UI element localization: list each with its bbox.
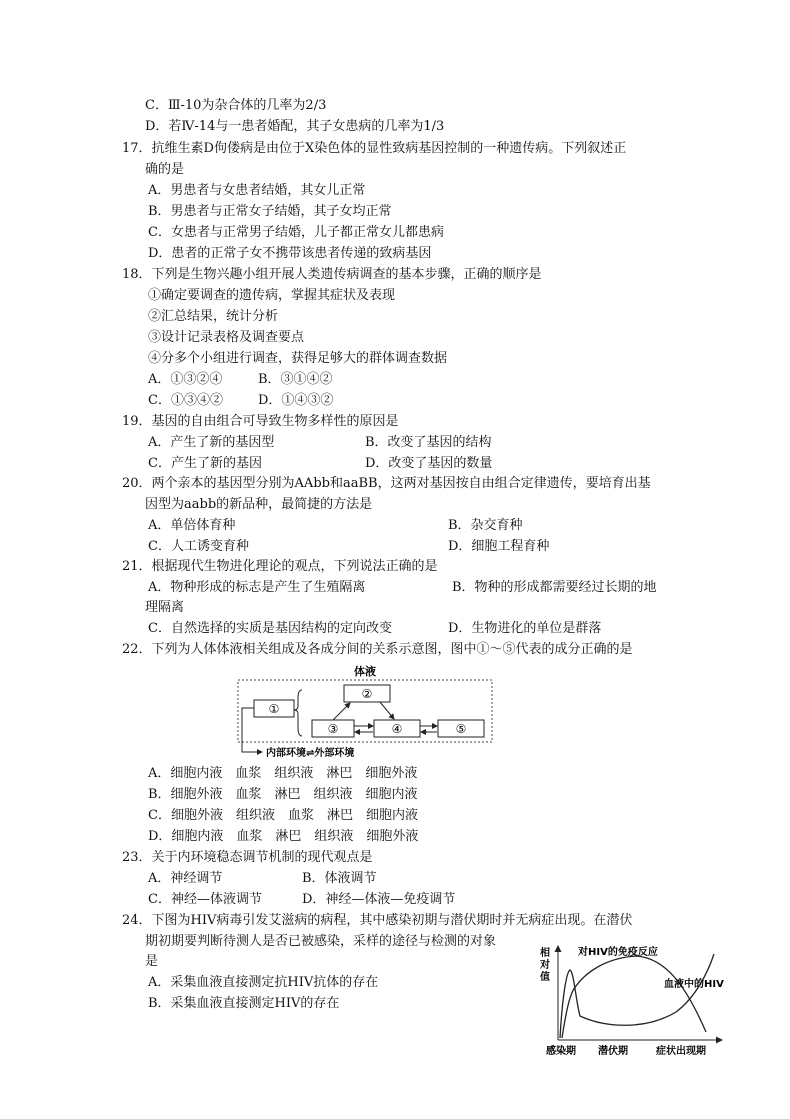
q23-option-b: B．体液调节 xyxy=(302,871,377,886)
q22-option-a: A．细胞内液 血浆 组织液 淋巴 细胞外液 xyxy=(148,766,418,781)
q18-stem: 18．下列是生物兴趣小组开展人类遗传病调查的基本步骤，正确的顺序是 xyxy=(122,267,542,282)
q18-option-b: B．③①④② xyxy=(258,372,333,387)
q20-option-c: C．人工诱变育种 xyxy=(148,539,249,554)
graph-x-label-3: 症状出现期 xyxy=(656,1046,706,1057)
arrow-3-to-2 xyxy=(333,703,350,720)
q19-option-b: B．改变了基因的结构 xyxy=(365,435,492,450)
q23-stem: 23．关于内环境稳态调节机制的现代观点是 xyxy=(122,850,373,865)
curve-immune-label: 对HIV的免疫反应 xyxy=(578,947,658,958)
q19-option-a: A．产生了新的基因型 xyxy=(148,435,275,450)
q20-option-a: A．单倍体育种 xyxy=(148,518,236,533)
q16-option-d: D．若Ⅳ-14与一患者婚配，其子女患病的几率为1/3 xyxy=(145,119,445,134)
graph-x-label-1: 感染期 xyxy=(546,1046,576,1057)
graph-ylabel-1: 相 xyxy=(540,948,550,959)
q20-option-b: B．杂交育种 xyxy=(448,518,523,533)
q21-option-c: C．自然选择的实质是基因结构的定向改变 xyxy=(148,621,392,636)
arrow-2-to-4 xyxy=(380,702,394,719)
q24-option-b: B．采集血液直接测定HIV的存在 xyxy=(148,996,340,1011)
q20-stem-cont: 因型为aabb的新品种，最简捷的方法是 xyxy=(145,497,373,512)
q24-stem: 24．下图为HIV病毒引发艾滋病的病程，其中感染初期与潜伏期时并无病症出现。在潜伏 xyxy=(122,913,633,928)
q17-option-d: D．患者的正常子女不携带该患者传递的致病基因 xyxy=(148,246,432,261)
q17-stem: 17．抗维生素D佝偻病是由位于X染色体的显性致病基因控制的一种遗传病。下列叙述正 xyxy=(122,141,627,156)
q18-option-d: D．①④③② xyxy=(258,393,334,408)
q18-step-4: ④分多个小组进行调查，获得足够大的群体调查数据 xyxy=(148,351,448,366)
q22-option-c: C．细胞外液 组织液 血浆 淋巴 细胞内液 xyxy=(148,808,418,823)
q19-stem: 19．基因的自由组合可导致生物多样性的原因是 xyxy=(122,414,399,429)
q19-option-c: C．产生了新的基因 xyxy=(148,456,262,471)
q20-option-d: D．细胞工程育种 xyxy=(448,539,550,554)
q21-option-b-cont: 理隔离 xyxy=(145,600,185,615)
hiv-course-graph xyxy=(536,942,736,1062)
q18-option-a: A．①③②④ xyxy=(148,372,223,387)
curve-immune-response xyxy=(562,956,706,1038)
q23-option-a: A．神经调节 xyxy=(148,871,223,886)
diagram-brace xyxy=(294,690,302,736)
q17-option-c: C．女患者与正常男子结婚，儿子都正常女儿都患病 xyxy=(148,225,444,240)
q24-option-a: A．采集血液直接测定抗HIV抗体的存在 xyxy=(148,975,379,990)
q21-option-b: B．物种的形成都需要经过长期的地 xyxy=(452,580,657,595)
q17-option-a: A．男患者与女患者结婚，其女儿正常 xyxy=(148,183,366,198)
diagram-node-5-label: ⑤ xyxy=(455,722,467,736)
graph-ylabel-2: 对 xyxy=(540,960,550,971)
q22-option-d: D．细胞内液 血浆 淋巴 组织液 细胞外液 xyxy=(148,829,419,844)
diagram-node-1-label: ① xyxy=(268,702,280,716)
q23-option-d: D．神经—体液—免疫调节 xyxy=(302,892,456,907)
curve-hiv-label: 血液中的HIV xyxy=(664,979,724,990)
diagram-title: 体液 xyxy=(354,665,376,678)
q17-option-b: B．男患者与正常女子结婚，其子女均正常 xyxy=(148,204,392,219)
diagram-bottom-label: 内部环境⇌外部环境 xyxy=(266,748,355,759)
q16-option-c: C．Ⅲ-10为杂合体的几率为2/3 xyxy=(145,98,327,113)
diagram-node-4-label: ④ xyxy=(391,722,403,736)
curve-blood-hiv xyxy=(560,954,714,1038)
q18-step-2: ②汇总结果，统计分析 xyxy=(148,309,279,324)
q20-stem: 20．两个亲本的基因型分别为AAbb和aaBB，这两对基因按自由组合定律遗传，要培育出基 xyxy=(122,476,651,491)
q22-stem: 22．下列为人体体液相关组成及各成分间的关系示意图，图中①～⑤代表的成分正确的是 xyxy=(122,642,633,657)
q24-stem-cont: 期初期要判断待测人是否已被感染，采样的途径与检测的对象 xyxy=(145,934,497,949)
q21-option-d: D．生物进化的单位是群落 xyxy=(448,621,602,636)
q21-option-a: A．物种形成的标志是产生了生殖隔离 xyxy=(148,580,366,595)
q21-stem: 21．根据现代生物进化理论的观点，下列说法正确的是 xyxy=(122,559,438,574)
q18-option-c: C．①③④② xyxy=(148,393,223,408)
graph-x-label-2: 潜伏期 xyxy=(598,1046,628,1057)
q23-option-c: C．神经—体液调节 xyxy=(148,892,262,907)
q18-step-1: ①确定要调查的遗传病，掌握其症状及表现 xyxy=(148,288,396,303)
q19-option-d: D．改变了基因的数量 xyxy=(365,456,493,471)
q22-option-b: B．细胞外液 血浆 淋巴 组织液 细胞内液 xyxy=(148,787,418,802)
body-fluid-diagram xyxy=(230,662,500,762)
diagram-node-3-label: ③ xyxy=(327,722,339,736)
diagram-node-2-label: ② xyxy=(361,687,373,701)
q24-stem-cont2: 是 xyxy=(145,954,159,969)
q18-step-3: ③设计记录表格及调查要点 xyxy=(148,330,305,345)
q17-stem-cont: 确的是 xyxy=(145,162,185,177)
graph-ylabel-3: 值 xyxy=(540,972,550,983)
